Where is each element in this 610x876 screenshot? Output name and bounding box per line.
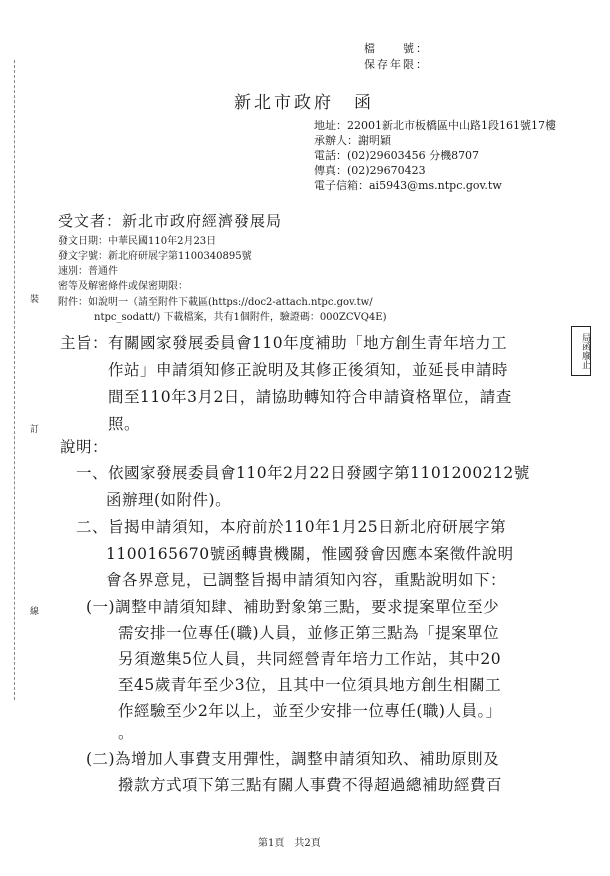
item-2-line-1: 二、旨揭申請須知，本府前於110年1月25日新北府研展字第 xyxy=(76,518,507,536)
subject-line-1: 主旨：有關國家發展委員會110年度補助「地方創生青年培力工 xyxy=(60,334,508,352)
agency-email: 電子信箱：ai5943@ms.ntpc.gov.tw xyxy=(314,179,502,192)
item-2-line-3: 會各界意見，已調整旨揭申請須知內容，重點說明如下： xyxy=(106,571,507,589)
subitem-2-line-2: 撥款方式項下第三點有關人事費不得超過總補助經費百 xyxy=(118,776,503,794)
file-number-label: 檔 號： xyxy=(364,42,429,55)
subitem-2-line-1: (二)為增加人事費支用彈性，調整申請須知玖、補助原則及 xyxy=(86,750,500,768)
subitem-1-line-1: (一)調整申請須知肆、補助對象第三點，要求提案單位至少 xyxy=(86,598,500,616)
subject-line-2: 作站」申請須知修正說明及其修正後須知，並延長申請時 xyxy=(108,361,509,379)
retention-period-label: 保存年限： xyxy=(364,58,429,71)
attachment-line-1: 附件：如說明一（請至附件下載區(https://doc2-attach.ntpc.gov.tw/ xyxy=(58,297,373,308)
binding-label-2: 訂 xyxy=(30,425,40,435)
subitem-1-line-5: 作經驗至少2年以上，並至少安排一位專任(職)人員。」 xyxy=(118,702,502,720)
binding-label-3: 線 xyxy=(30,607,40,617)
item-1-line-1: 一、依國家發展委員會110年2月22日發國字第1101200212號 xyxy=(76,464,530,482)
subitem-1-line-3: 另須邀集5位人員，共同經營青年培力工作站，其中20 xyxy=(118,650,502,668)
subject-line-4: 照。 xyxy=(108,415,141,433)
recipient: 受文者：新北市政府經濟發展局 xyxy=(58,212,283,230)
explanation-label: 說明： xyxy=(60,438,109,456)
subitem-1-line-4: 至45歲青年至少3位，且其中一位須具地方創生相關工 xyxy=(118,676,502,694)
issue-date: 發文日期：中華民國110年2月23日 xyxy=(58,236,217,247)
document-title: 新北市政府 函 xyxy=(234,93,374,113)
binding-label-1: 裝 xyxy=(30,295,40,305)
document-number: 發文字號：新北府研展字第1100340895號 xyxy=(58,251,252,262)
subject-line-3: 間至110年3月2日，請協助轉知符合申請資格單位，請查 xyxy=(108,388,512,406)
agency-address: 地址：22001新北市板橋區中山路1段161號17樓 xyxy=(314,119,556,132)
page-footer: 第1頁 共2頁 xyxy=(258,838,321,849)
confidentiality: 密等及解密條件或保密期限： xyxy=(58,281,188,292)
subitem-1-line-6: 。 xyxy=(118,724,135,742)
binding-margin-line xyxy=(14,60,15,700)
agency-fax: 傳真：(02)29670423 xyxy=(314,164,426,177)
attachment-line-2: ntpc_sodatt/) 下載檔案，共有1個附件，驗證碼：000ZCVQ4E) xyxy=(94,312,387,323)
agency-contact: 承辦人：謝明穎 xyxy=(314,134,391,147)
agency-phone: 電話：(02)29603456 分機8707 xyxy=(314,149,480,162)
item-2-line-2: 1100165670號函轉貴機關，惟國發會因應本案徵件說明 xyxy=(106,545,514,563)
stamp: 局函廢止 xyxy=(571,326,591,376)
delivery-speed: 速別：普通件 xyxy=(58,266,118,277)
item-1-line-2: 函辦理(如附件)。 xyxy=(106,491,232,509)
subitem-1-line-2: 需安排一位專任(職)人員，並修正第三點為「提案單位 xyxy=(118,624,500,642)
